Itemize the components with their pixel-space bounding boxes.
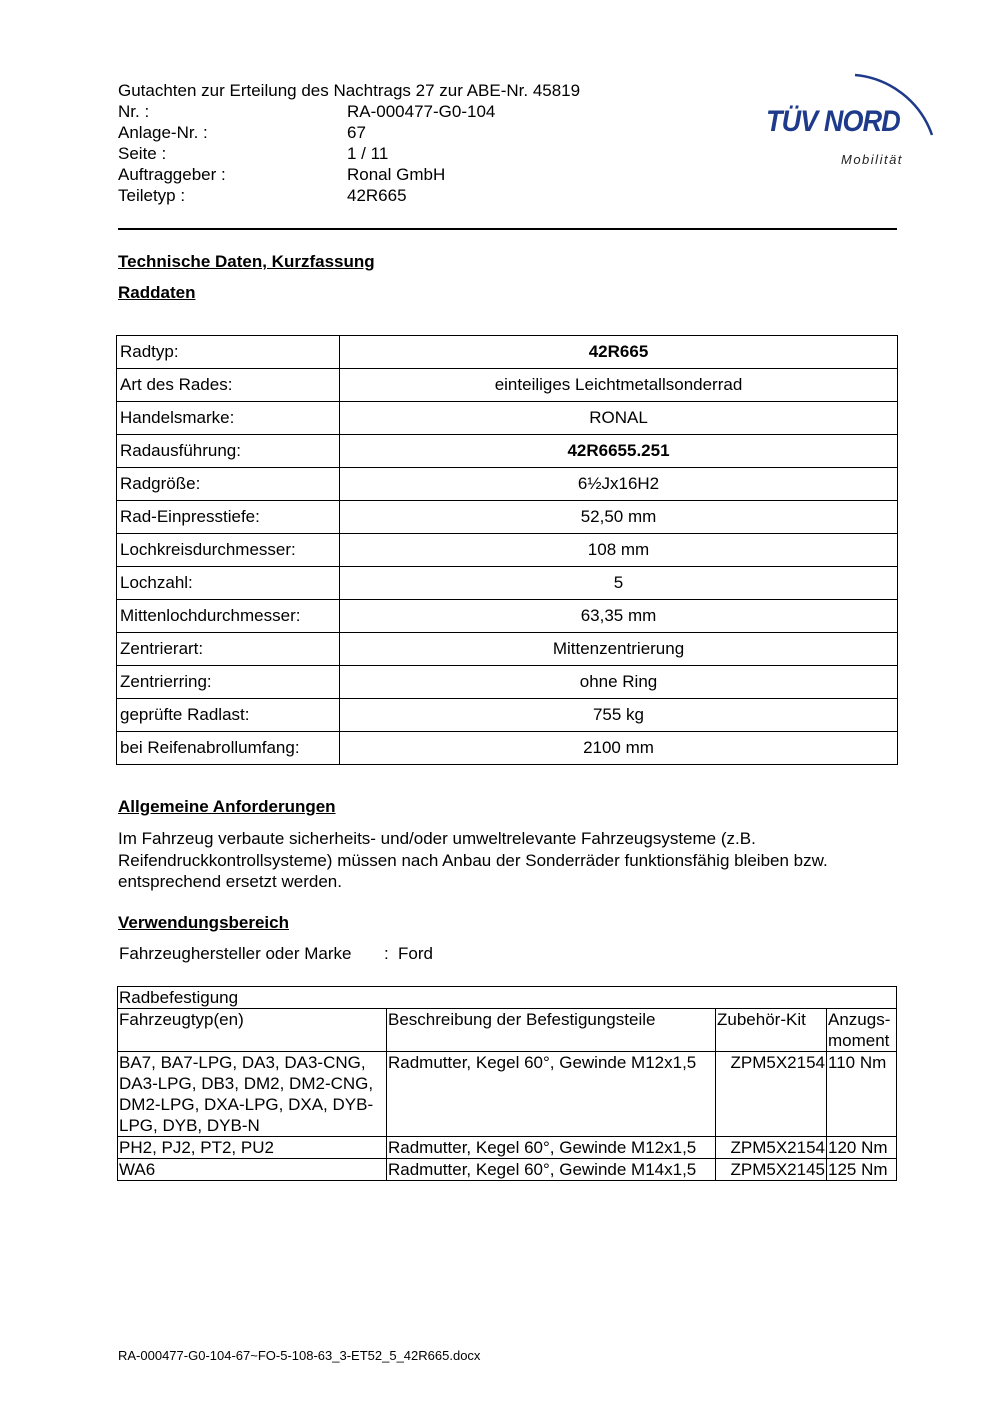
row-value: 5 [340, 567, 898, 600]
column-header: Fahrzeugtyp(en) [118, 1009, 387, 1052]
row-value: 42R6655.251 [340, 435, 898, 468]
befestigung-table [117, 986, 897, 1181]
table-row [118, 1137, 897, 1159]
header-row-nr [118, 101, 818, 122]
cell-fahrzeugtyp: PH2, PJ2, PT2, PU2 [118, 1137, 387, 1159]
hersteller-separator: : [384, 944, 389, 963]
row-label: Handelsmarke: [117, 402, 340, 435]
cell-kit: ZPM5X2145 [716, 1159, 827, 1181]
table-row [117, 732, 898, 765]
table-caption: Radbefestigung [118, 987, 897, 1009]
table-caption-row [118, 987, 897, 1009]
cell-moment: 110 Nm [827, 1052, 897, 1137]
logo-brand-text: TÜV NORD [766, 105, 900, 138]
hersteller-value: Ford [398, 944, 433, 963]
table-row [117, 501, 898, 534]
table-row [117, 567, 898, 600]
header-key: Nr. : [118, 102, 150, 121]
row-label: bei Reifenabrollumfang: [117, 732, 340, 765]
header-row-teiletyp [118, 185, 818, 206]
row-value: 755 kg [340, 699, 898, 732]
raddaten-heading: Raddaten [118, 283, 196, 302]
row-value: RONAL [340, 402, 898, 435]
header-divider [118, 228, 897, 230]
table-row [117, 699, 898, 732]
row-label: Radgröße: [117, 468, 340, 501]
verwendung-heading: Verwendungsbereich [118, 913, 289, 932]
column-header: Beschreibung der Befestigungsteile [387, 1009, 716, 1052]
cell-moment: 120 Nm [827, 1137, 897, 1159]
cell-beschreibung: Radmutter, Kegel 60°, Gewinde M12x1,5 [387, 1137, 716, 1159]
row-label: Mittenlochdurchmesser: [117, 600, 340, 633]
header-row-anlage [118, 122, 818, 143]
row-value: ohne Ring [340, 666, 898, 699]
section-title: Technische Daten, Kurzfassung [118, 252, 375, 271]
raddaten-table [116, 335, 898, 765]
header-value: 67 [347, 123, 366, 142]
header-key: Seite : [118, 144, 167, 163]
header-row-auftraggeber [118, 164, 818, 185]
row-value: einteiliges Leichtmetallsonderrad [340, 369, 898, 402]
cell-moment: 125 Nm [827, 1159, 897, 1181]
row-value: 108 mm [340, 534, 898, 567]
header-value: 42R665 [347, 186, 407, 205]
cell-kit: ZPM5X2154 [716, 1137, 827, 1159]
anforderungen-text: Im Fahrzeug verbaute sicherheits- und/oder umweltrelevante Fahrzeugsysteme (z.B. Reifendruckkontrollsysteme) müssen nach Anbau der Sonderräder funktionsfähig bleiben bzw. entsprechend ersetzt werden. [118, 829, 828, 891]
table-row [118, 1052, 897, 1137]
table-row [117, 534, 898, 567]
table-row [117, 600, 898, 633]
header-value: Ronal GmbH [347, 165, 446, 184]
row-label: Rad-Einpresstiefe: [117, 501, 340, 534]
header-value: 1 / 11 [347, 144, 389, 163]
cell-kit: ZPM5X2154 [716, 1052, 827, 1137]
header-value: RA-000477-G0-104 [347, 102, 496, 121]
table-row [118, 1159, 897, 1181]
row-value: 52,50 mm [340, 501, 898, 534]
table-row [117, 336, 898, 369]
table-row [117, 633, 898, 666]
row-value: Mittenzentrierung [340, 633, 898, 666]
footer-filename: RA-000477-G0-104-67~FO-5-108-63_3-ET52_5_42R665.docx [118, 1348, 481, 1363]
row-label: Lochkreisdurchmesser: [117, 534, 340, 567]
table-row [117, 435, 898, 468]
row-label: Radausführung: [117, 435, 340, 468]
column-header: Zubehör-Kit [716, 1009, 827, 1052]
table-row [117, 666, 898, 699]
row-label: Lochzahl: [117, 567, 340, 600]
row-value: 6½Jx16H2 [340, 468, 898, 501]
table-row [117, 402, 898, 435]
row-value: 42R665 [340, 336, 898, 369]
table-row [117, 468, 898, 501]
anforderungen-heading: Allgemeine Anforderungen [118, 797, 336, 816]
row-label: geprüfte Radlast: [117, 699, 340, 732]
row-label: Zentrierart: [117, 633, 340, 666]
column-header: Anzugs-moment [827, 1009, 897, 1052]
header-key: Anlage-Nr. : [118, 123, 208, 142]
row-label: Radtyp: [117, 336, 340, 369]
row-value: 63,35 mm [340, 600, 898, 633]
table-row [117, 369, 898, 402]
logo-sub-text: Mobilität [841, 152, 903, 167]
cell-beschreibung: Radmutter, Kegel 60°, Gewinde M14x1,5 [387, 1159, 716, 1181]
document-title: Gutachten zur Erteilung des Nachtrags 27 zur ABE-Nr. 45819 [118, 81, 581, 100]
header-key: Auftraggeber : [118, 165, 226, 184]
row-label: Zentrierring: [117, 666, 340, 699]
cell-fahrzeugtyp: BA7, BA7-LPG, DA3, DA3-CNG, DA3-LPG, DB3, DM2, DM2-CNG, DM2-LPG, DXA-LPG, DXA, DYB-LPG, DYB, DYB-N [118, 1052, 387, 1137]
row-label: Art des Rades: [117, 369, 340, 402]
row-value: 2100 mm [340, 732, 898, 765]
header-key: Teiletyp : [118, 186, 186, 205]
cell-beschreibung: Radmutter, Kegel 60°, Gewinde M12x1,5 [387, 1052, 716, 1137]
hersteller-label: Fahrzeughersteller oder Marke [119, 944, 352, 963]
table-header-row [118, 1009, 897, 1052]
header-row-seite [118, 143, 818, 164]
cell-fahrzeugtyp: WA6 [118, 1159, 387, 1181]
